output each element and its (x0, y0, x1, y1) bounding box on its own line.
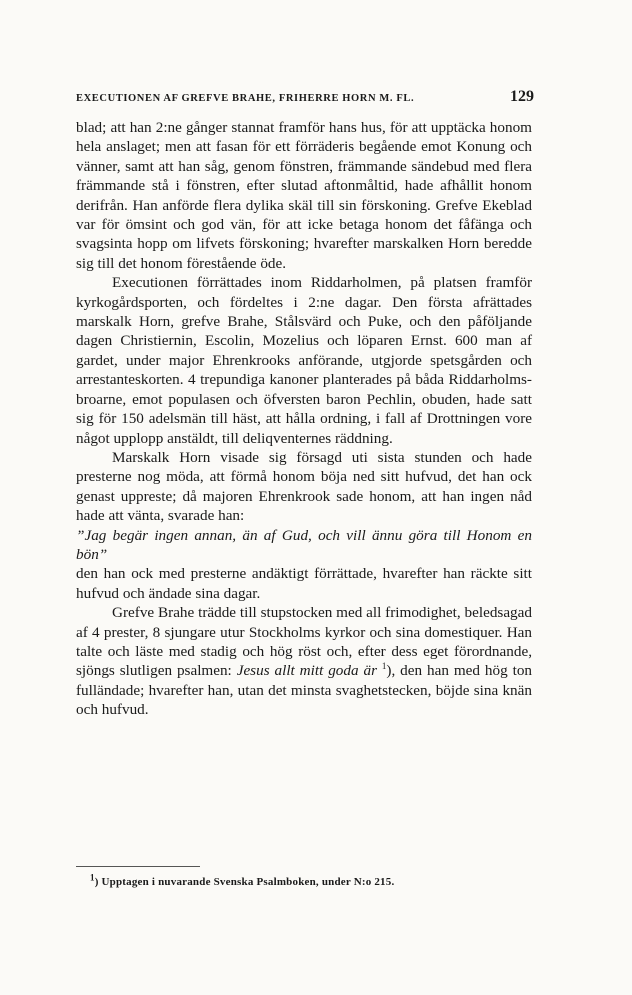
footnote (90, 872, 395, 888)
body-text (76, 118, 532, 720)
paragraph-brahe (76, 603, 532, 719)
page-number: 129 (510, 88, 534, 105)
psalm-title: Jesus allt mitt goda är (236, 662, 377, 680)
footnote-marker: 1 (90, 872, 95, 883)
paragraph-after-quote: den han ock med presterne andäktigt förrättade, hvarefter han räckte sitt hufvud och ändade sina dagar. (76, 565, 532, 602)
quote-horn-prayer: ”Jag begär ingen annan, än af Gud, och vill ännu göra till Honom en bön” (76, 526, 532, 563)
paragraph-execution: Executionen förrättades inom Riddarholmen, på platsen framför kyrkogårdsporten, och fördeltes i 2:ne dagar. Den första afrättades marskalk Horn, grefve Brahe, Stålsvärd och Puke, och den påföljande dagen Christiernin, Escolin, Mozelius och löparen Ernst. 600 man af gardet, under major Ehrenkrooks anförande, utgjorde spetsgården och arrestanteskorten. 4 trepundiga kanoner planterades på båda Riddarholms-broarne, emot populasen och öfversten baron Pechlin, obuden, hade satt sig för 150 adelsmän till häst, att hålla ordning, i fall af Drottningen vore något upplopp anstäldt, till deliqventernes räddning. (76, 274, 532, 447)
footnote-ref: 1 (381, 661, 387, 672)
brahe-text-end: ), den han med hög ton fulländade; hvarefter han, utan det minsta svaghetstecken, böjde sina knän och hufvud. (76, 662, 533, 719)
paragraph-horn: Marskalk Horn visade sig försagd uti sista stunden och hade presterne nog möda, att förmå honom böja ned sitt hufvud, det han ock genast uppreste; då majoren Ehrenkrook sade honom, att han ingen nåd hade att vänta, svarade han: (76, 448, 532, 525)
brahe-text-start: Grefve Brahe trädde till stupstocken med all frimodighet, beledsagad af 4 prester, 8 sjungare utur Stockholms kyrkor och sina domestiquer. Han talte och läste med stadig och hög röst och, efter dess eget förordnande, sjöngs slutligen psalmen: (76, 604, 532, 680)
page-header (76, 88, 534, 106)
footnote-divider (76, 866, 200, 867)
paragraph-continued: blad; att han 2:ne gånger stannat framför hans hus, för att upptäcka honom hela anslaget; men att fasan för ett förräderis begående emot Konung och vänner, samt att han såg, genom fönstren, främmande sändebud med flera främmande stå i fönstren, efter slutad aftonmåltid, hade afhållit honom derifrån. Han anförde flera dylika skäl till sin förskoning. Grefve Ekeblad var för ömsint och god vän, för att icke betaga honom det fåfänga och svagsinta hopp om lifvets förskoning; hvarefter marskalken Horn beredde sig till det honom förestående öde. (76, 119, 532, 272)
footnote-text: ) Upptagen i nuvarande Svenska Psalmboken, under N:o 215. (94, 876, 395, 888)
running-title: EXECUTIONEN AF GREFVE BRAHE, FRIHERRE HORN M. FL. (76, 93, 415, 104)
